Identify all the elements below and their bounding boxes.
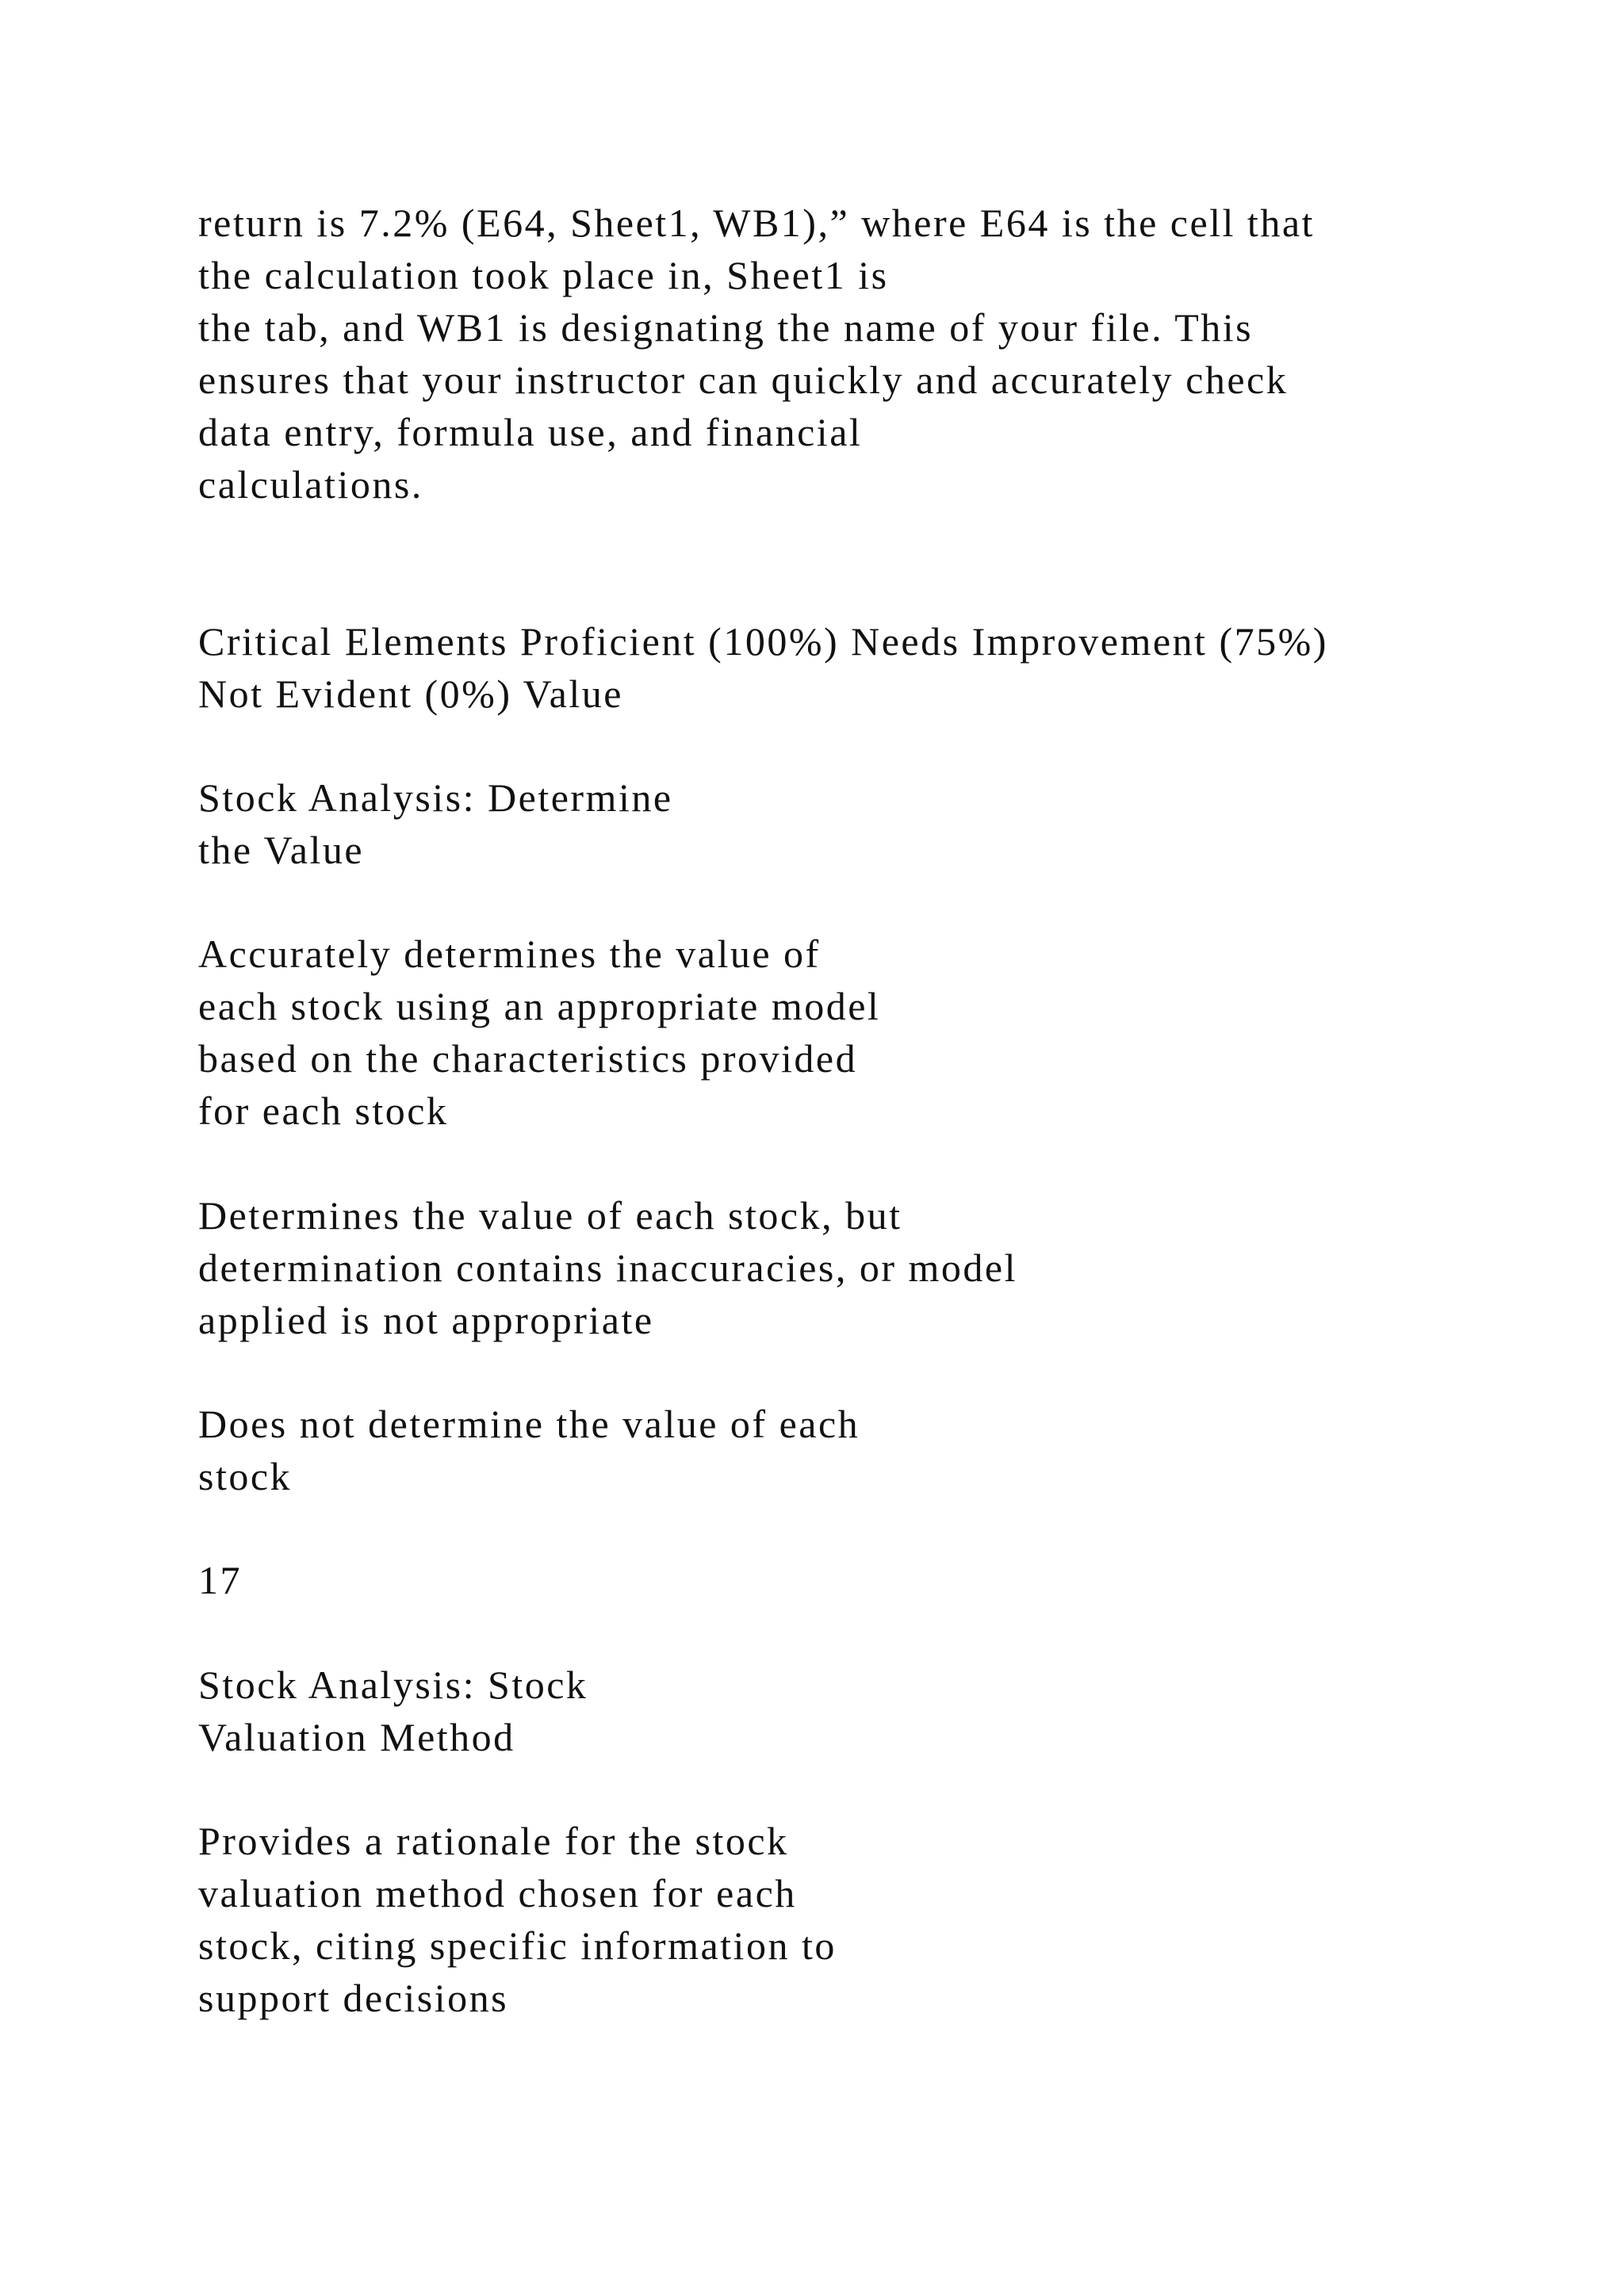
criterion-title-line: Valuation Method bbox=[198, 1715, 515, 1759]
intro-text-line: ensures that your instructor can quickly and accurately check bbox=[198, 358, 1289, 402]
intro-text-line: the tab, and WB1 is designating the name of your file. This bbox=[198, 305, 1254, 350]
criterion-title-line: the Value bbox=[198, 828, 365, 872]
rubric-header-line: Not Evident (0%) Value bbox=[198, 672, 623, 716]
criterion-title-line: Stock Analysis: Stock bbox=[198, 1663, 588, 1707]
proficient-description-line: valuation method chosen for each bbox=[198, 1871, 797, 1915]
criterion-title-line: Stock Analysis: Determine bbox=[198, 775, 673, 820]
proficient-description-line: stock, citing specific information to bbox=[198, 1923, 837, 1968]
needs-improvement-description-line: determination contains inaccuracies, or model bbox=[198, 1246, 1017, 1290]
proficient-description-line: for each stock bbox=[198, 1089, 449, 1133]
intro-text-line: data entry, formula use, and financial bbox=[198, 410, 863, 454]
rubric-header-line: Critical Elements Proficient (100%) Needs Improvement (75%) bbox=[198, 619, 1328, 664]
intro-text-line: return is 7.2% (E64, Sheet1, WB1),” where E64 is the cell that bbox=[198, 201, 1315, 245]
not-evident-description-line: Does not determine the value of each bbox=[198, 1402, 860, 1446]
intro-text-line: calculations. bbox=[198, 462, 423, 507]
proficient-description-line: support decisions bbox=[198, 1976, 509, 2020]
proficient-description-line: each stock using an appropriate model bbox=[198, 984, 881, 1028]
not-evident-description-line: stock bbox=[198, 1454, 293, 1498]
criterion-value: 17 bbox=[198, 1558, 242, 1602]
proficient-description-line: Accurately determines the value of bbox=[198, 932, 821, 976]
needs-improvement-description-line: Determines the value of each stock, but bbox=[198, 1193, 902, 1238]
intro-text-line: the calculation took place in, Sheet1 is bbox=[198, 253, 889, 297]
proficient-description-line: based on the characteristics provided bbox=[198, 1036, 858, 1081]
needs-improvement-description-line: applied is not appropriate bbox=[198, 1298, 654, 1342]
proficient-description-line: Provides a rationale for the stock bbox=[198, 1819, 789, 1863]
